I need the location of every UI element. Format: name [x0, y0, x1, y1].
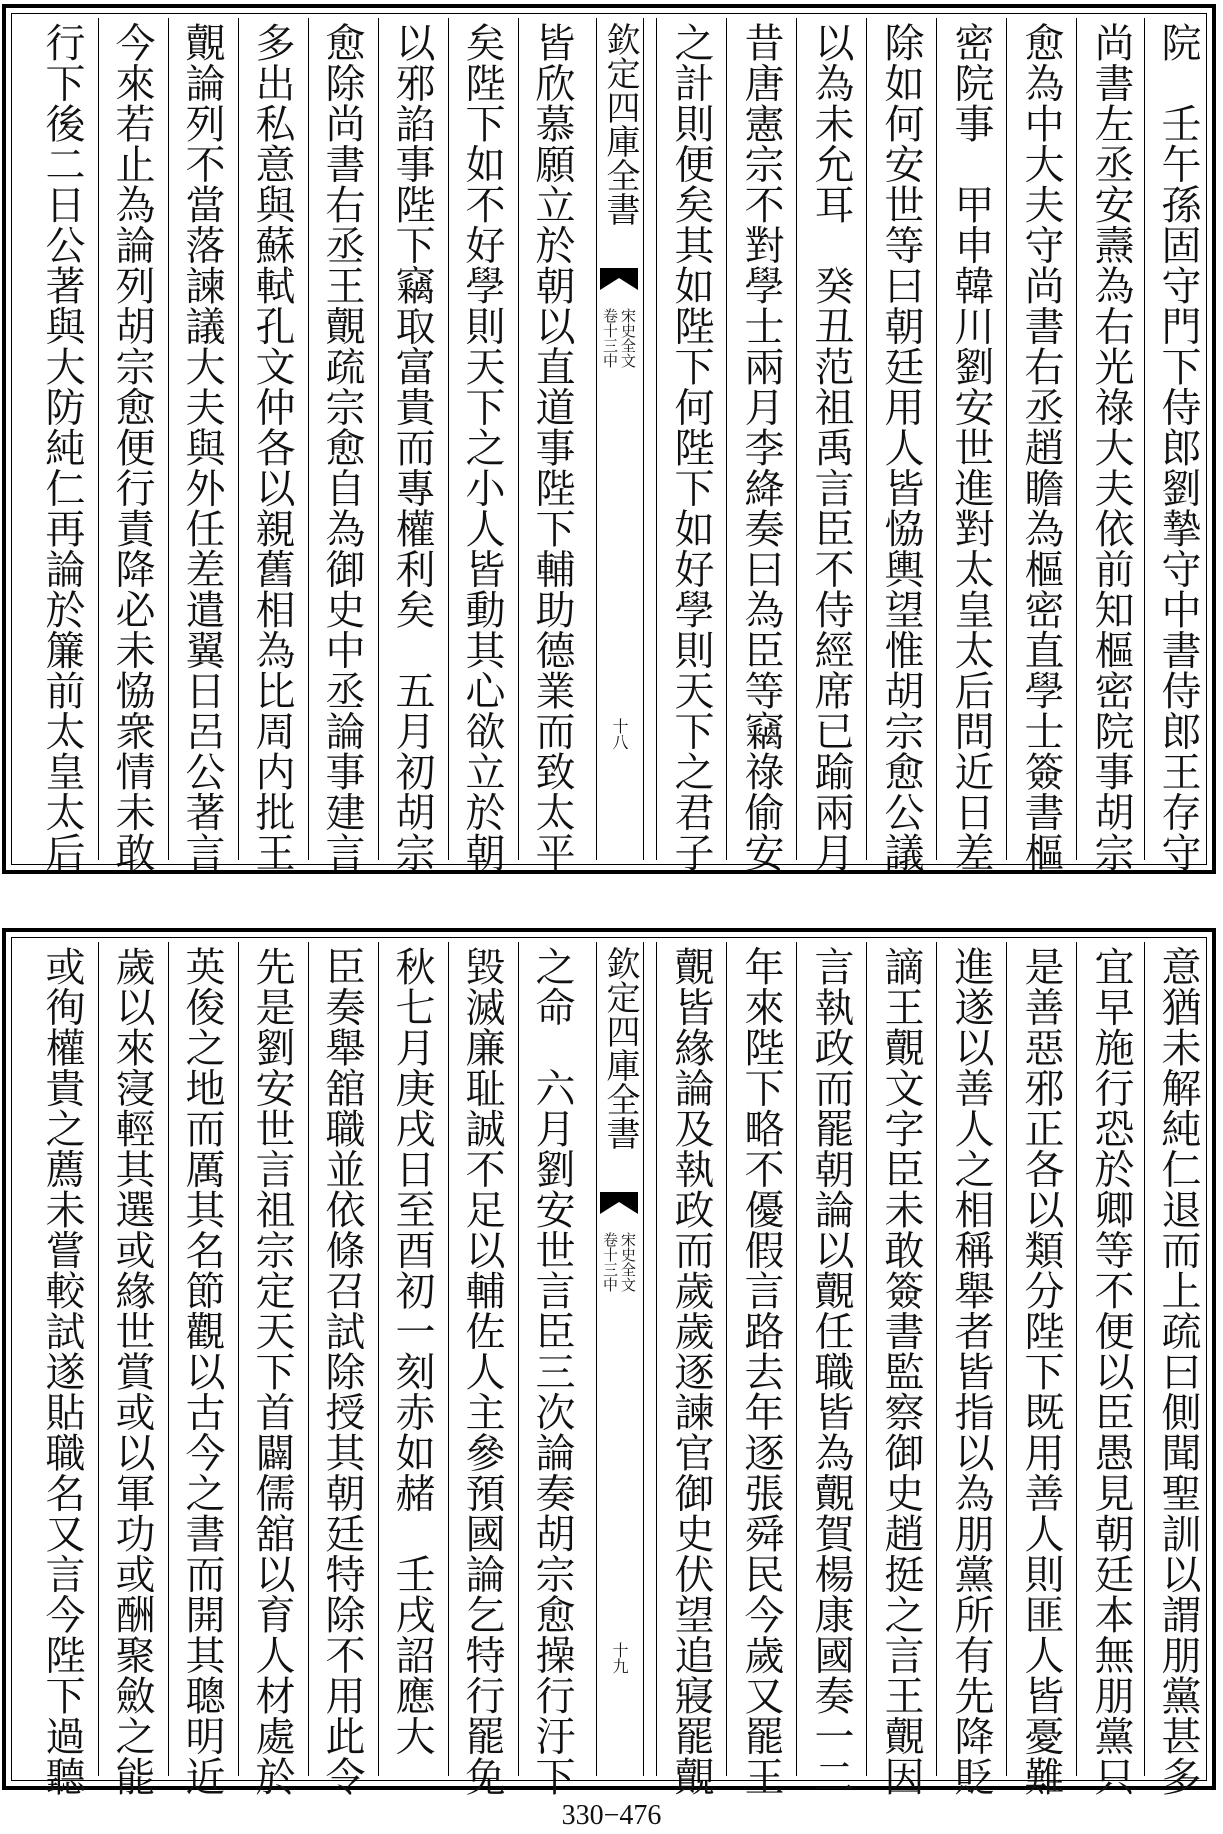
- top-page-frame: [2, 4, 1216, 874]
- library-title: 欽定四庫全書: [600, 946, 640, 1150]
- text-column: 愈為中大夫守尚書右丞趙瞻為樞密直學士簽書樞: [1018, 22, 1064, 873]
- text-column: 以邪諂事陛下竊取富貴而專權利矣 五月初胡宗: [389, 22, 435, 873]
- page-footer-number: 330−476: [561, 1800, 662, 1831]
- text-column: 歲以來寖輕其選或緣世賞或以軍功或酬聚斂之能: [109, 946, 155, 1797]
- page-number: 十九: [610, 1642, 629, 1674]
- text-column: 昔唐憲宗不對學士兩月李絳奏曰為臣等竊祿偷安: [738, 22, 784, 873]
- text-column: 密院事 甲申韓川劉安世進對太皇太后問近日差: [948, 22, 994, 873]
- fish-tail-mark: [600, 268, 638, 290]
- text-column: 進遂以善人之相稱舉者皆指以為朋黨所有先降貶: [948, 946, 994, 1797]
- text-column: 院 壬午孫固守門下侍郎劉摯守中書侍郎王存守: [1155, 22, 1201, 873]
- text-column: 意猶未解純仁退而上疏曰側聞聖訓以謂朋黨甚多: [1155, 946, 1201, 1797]
- text-column: 除如何安世等曰朝廷用人皆恊輿望惟胡宗愈公議: [878, 22, 924, 873]
- text-column: 言執政而罷朝論以覿任職皆為覿賀楊康國奏一二: [808, 946, 854, 1797]
- text-column: 覿皆緣論及執政而歲歲逐諫官御史伏望追寢罷覿: [668, 946, 714, 1797]
- text-column: 覿論列不當落諫議大夫與外任差遣翼日呂公著言: [179, 22, 225, 873]
- text-column: 先是劉安世言祖宗定天下首闢儒舘以育人材處於: [249, 946, 295, 1797]
- center-margin-column: [596, 942, 644, 1776]
- text-column: 之命 六月劉安世言臣三次論奏胡宗愈操行汙下: [529, 946, 575, 1797]
- volume-label: 卷十三中: [601, 308, 619, 368]
- text-column: 以為未允耳 癸丑范祖禹言臣不侍經席已踰兩月: [808, 22, 854, 873]
- text-column: 宜早施行恐於卿等不便以臣愚見朝廷本無朋黨只: [1088, 946, 1134, 1797]
- text-column: 行下後二日公著與大防純仁再論於簾前太皇太后: [39, 22, 85, 873]
- text-column: 矣陛下如不好學則天下之小人皆動其心欲立於朝: [459, 22, 505, 873]
- text-column: 毀滅廉耻誠不足以輔佐人主參預國論乞特行罷免: [459, 946, 505, 1797]
- text-column: 皆欣慕願立於朝以直道事陛下輔助德業而致太平: [529, 22, 575, 873]
- volume-label: 卷十三中: [601, 1232, 619, 1292]
- page-number: 十八: [610, 718, 629, 750]
- text-column: 是善惡邪正各以類分陛下既用善人則匪人皆憂難: [1018, 946, 1064, 1797]
- text-column: 或徇權貴之薦未嘗較試遂貼職名又言今陛下過聽: [39, 946, 85, 1797]
- text-column: 謫王覿文字臣未敢簽書監察御史趙挺之言王覿因: [878, 946, 924, 1797]
- fish-tail-mark: [600, 1192, 638, 1214]
- text-column: 之計則便矣其如陛下何陛下如好學則天下之君子: [668, 22, 714, 873]
- text-column: 今來若止為論列胡宗愈便行責降必未恊衆情未敢: [109, 22, 155, 873]
- library-title: 欽定四庫全書: [600, 22, 640, 226]
- text-column: 秋七月庚戌日至酉初一刻赤如赭 壬戌詔應大: [389, 946, 435, 1756]
- book-title: 宋史全文: [619, 308, 637, 368]
- book-title: 宋史全文: [619, 1232, 637, 1292]
- text-column: 年來陛下略不優假言路去年逐張舜民今歲又罷王: [738, 946, 784, 1797]
- bottom-page-frame: [2, 928, 1216, 1797]
- text-column: 尚書左丞安燾為右光祿大夫依前知樞密院事胡宗: [1088, 22, 1134, 873]
- text-column: 英俊之地而厲其名節觀以古今之書而開其聰明近: [179, 946, 225, 1797]
- center-margin-column: [596, 18, 644, 860]
- text-column: 愈除尚書右丞王覿疏宗愈自為御史中丞論事建言: [319, 22, 365, 873]
- text-column: 臣奏舉舘職並依條召試除授其朝廷特除不用此令: [319, 946, 365, 1797]
- text-column: 多出私意與蘇軾孔文仲各以親舊相為比周内批王: [249, 22, 295, 873]
